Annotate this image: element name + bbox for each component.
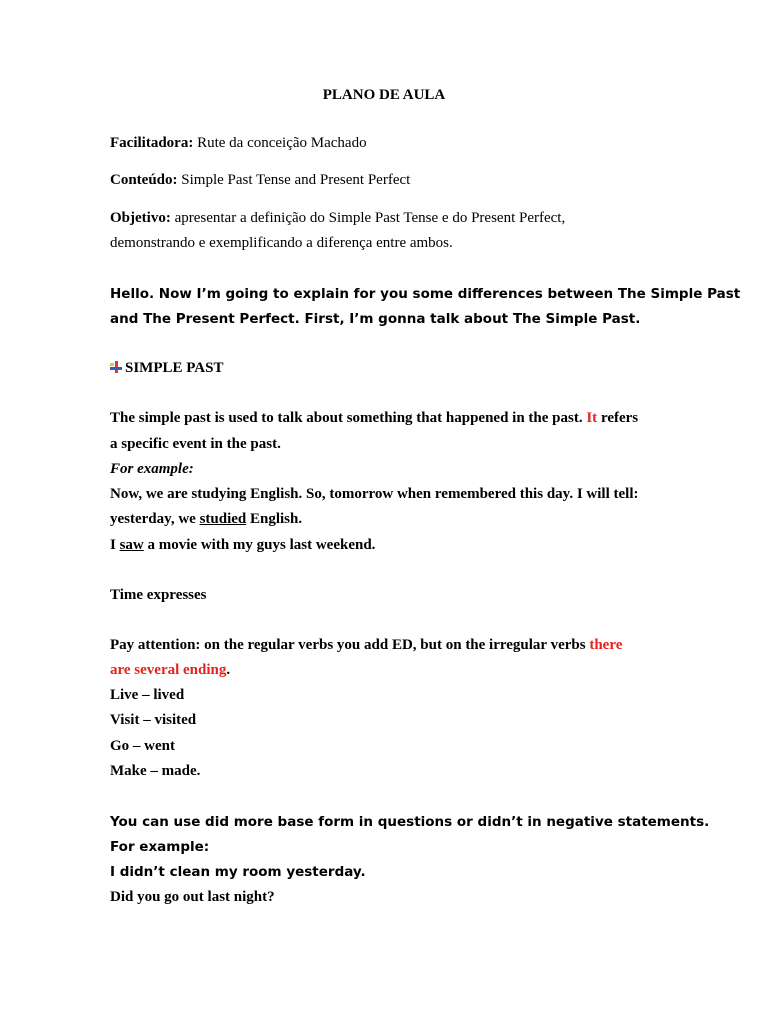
for-example-bold: For example: — [110, 839, 210, 855]
verb-item: Make – made. — [110, 763, 201, 779]
verb-item: Live – lived — [110, 687, 185, 703]
attention-highlight-1: there — [589, 637, 623, 653]
plus-bullet-icon — [110, 361, 122, 373]
objetivo-line-2: demonstrando e exemplificando a diferença entre ambos. — [110, 235, 453, 251]
attention-highlight-2: are several ending — [110, 662, 227, 678]
example1-line-2 — [110, 509, 660, 529]
objetivo-label: Objetivo: — [110, 210, 171, 226]
example2-before: I — [110, 537, 120, 553]
attention-period: . — [226, 662, 231, 678]
para1-highlight: It — [586, 410, 598, 426]
section-heading — [110, 358, 660, 378]
para1-line-1 — [110, 408, 660, 428]
example1-before: yesterday, we — [110, 511, 200, 527]
example-sentence-2: Did you go out last night? — [110, 889, 275, 905]
section-heading-text: SIMPLE PAST — [125, 360, 224, 376]
for-example-italic: For example: — [110, 461, 194, 477]
verb-item: Go – went — [110, 738, 175, 754]
conteudo-label: Conteúdo: — [110, 172, 178, 188]
verb-item: Visit – visited — [110, 712, 197, 728]
facilitadora-label: Facilitadora: — [110, 135, 194, 151]
time-expresses: Time expresses — [110, 587, 207, 603]
conteudo-line — [110, 170, 660, 190]
page-title: PLANO DE AULA — [322, 87, 446, 103]
example2-underlined-verb: saw — [119, 537, 144, 553]
example-sentence-1: I didn’t clean my room yesterday. — [110, 864, 366, 880]
facilitadora-line — [110, 133, 660, 153]
did-usage-line: You can use did more base form in questions or didn’t in negative statements. — [110, 814, 710, 830]
objetivo-text-1: apresentar a definição do Simple Past Tense e do Present Perfect, — [170, 210, 566, 226]
example1-underlined-verb: studied — [199, 511, 247, 527]
para1-text-before: The simple past is used to talk about something that happened in the past. — [110, 410, 587, 426]
facilitadora-value: Rute da conceição Machado — [193, 135, 367, 151]
objetivo-line-1 — [110, 208, 660, 228]
attention-line-1 — [110, 635, 660, 655]
example1-after: English. — [246, 511, 303, 527]
para1-line-2: a specific event in the past. — [110, 436, 281, 452]
attention-text: Pay attention: on the regular verbs you add ED, but on the irregular verbs — [110, 637, 590, 653]
para1-text-after: refers — [597, 410, 639, 426]
example2-after: a movie with my guys last weekend. — [143, 537, 376, 553]
conteudo-value: Simple Past Tense and Present Perfect — [177, 172, 411, 188]
attention-line-2 — [110, 660, 660, 680]
example1-line-1: Now, we are studying English. So, tomorrow when remembered this day. I will tell: — [110, 486, 639, 502]
intro-line-2: and The Present Perfect. First, I’m gonna talk about The Simple Past. — [110, 311, 641, 327]
intro-line-1: Hello. Now I’m going to explain for you some differences between The Simple Past — [110, 286, 741, 302]
example2-line — [110, 535, 660, 555]
